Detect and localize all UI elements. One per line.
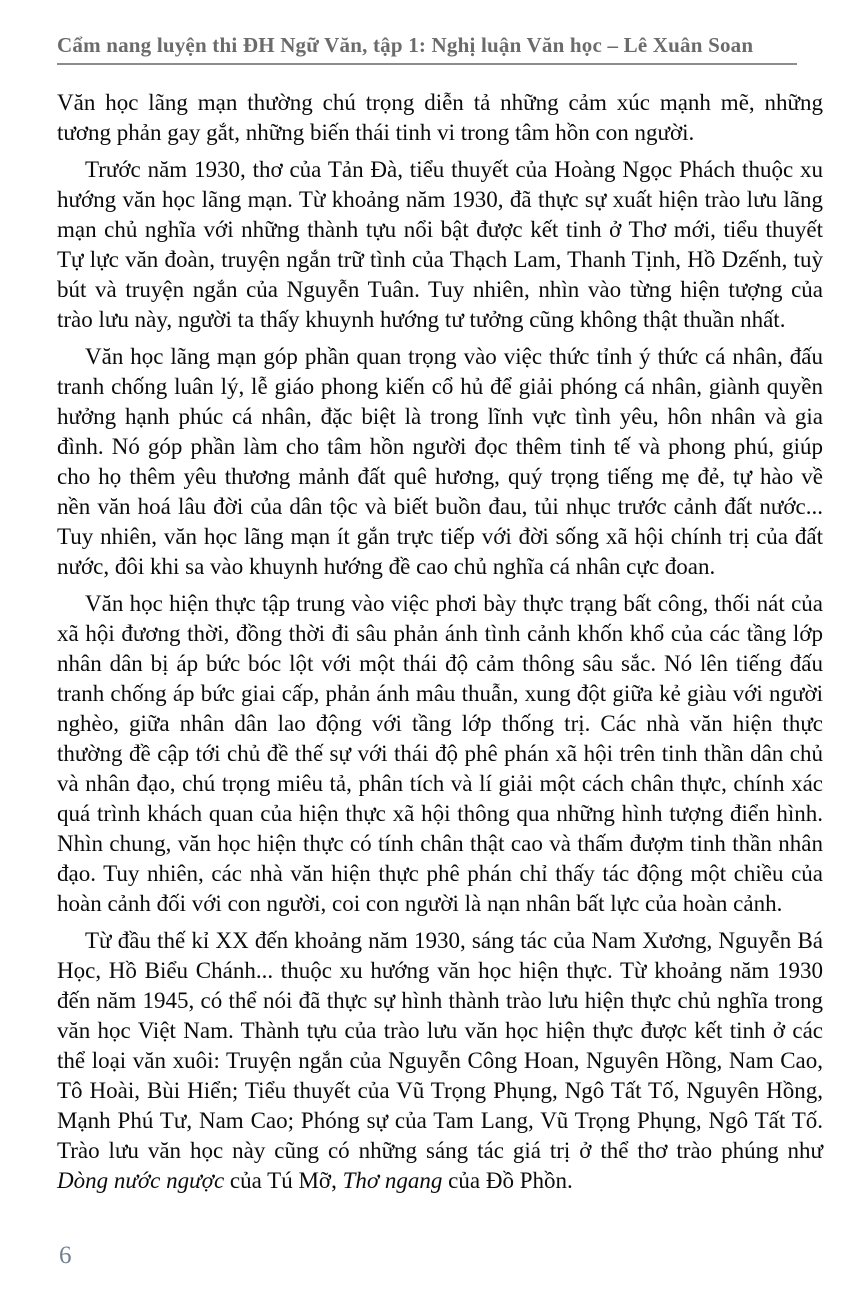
running-header-title: Cẩm nang luyện thi ĐH Ngữ Văn, tập 1: Nghị luận Văn học – Lê Xuân Soan (57, 33, 754, 57)
document-body (57, 88, 823, 1203)
running-header (57, 33, 797, 65)
text-run: của Tú Mỡ, (224, 1168, 343, 1193)
book-title-italic: Dòng nước ngược (57, 1168, 225, 1193)
paragraph (57, 589, 823, 919)
paragraph (57, 88, 823, 148)
page-footer (59, 1242, 72, 1270)
book-title-italic: Thơ ngang (342, 1168, 443, 1193)
text-run: của Đồ Phồn. (442, 1168, 573, 1193)
page-number: 6 (59, 1242, 72, 1269)
text-run: Từ đầu thế kỉ XX đến khoảng năm 1930, sáng tác của Nam Xương, Nguyễn Bá Học, Hồ Biểu Chánh... thuộc xu hướng văn học hiện thực. Từ khoảng năm 1930 đến năm 1945, có thể nói đã thực sự hình thành trào lưu hiện thực chủ nghĩa trong văn học Việt Nam. Thành tựu của trào lưu văn học hiện thực được kết tinh ở các thể loại văn xuôi: Truyện ngắn của Nguyễn Công Hoan, Nguyên Hồng, Nam Cao, Tô Hoài, Bùi Hiển; Tiểu thuyết của Vũ Trọng Phụng, Ngô Tất Tố, Nguyên Hồng, Mạnh Phú Tư, Nam Cao; Phóng sự của Tam Lang, Vũ Trọng Phụng, Ngô Tất Tố. Trào lưu văn học này cũng có những sáng tác giá trị ở thể thơ trào phúng như (57, 928, 823, 1163)
paragraph (57, 155, 823, 335)
text-run: Văn học lãng mạn góp phần quan trọng vào việc thức tỉnh ý thức cá nhân, đấu tranh chống luân lý, lễ giáo phong kiến cổ hủ để giải phóng cá nhân, giành quyền hưởng hạnh phúc cá nhân, đặc biệt là trong lĩnh vực tình yêu, hôn nhân và gia đình. Nó góp phần làm cho tâm hồn người đọc thêm tinh tế và phong phú, giúp cho họ thêm yêu thương mảnh đất quê hương, quý trọng tiếng mẹ đẻ, tự hào về nền văn hoá lâu đời của dân tộc và biết buồn đau, tủi nhục trước cảnh đất nước... Tuy nhiên, văn học lãng mạn ít gắn trực tiếp với đời sống xã hội chính trị của đất nước, đôi khi sa vào khuynh hướng đề cao chủ nghĩa cá nhân cực đoan. (57, 344, 823, 579)
paragraph (57, 342, 823, 582)
text-run: Văn học hiện thực tập trung vào việc phơi bày thực trạng bất công, thối nát của xã hội đương thời, đồng thời đi sâu phản ánh tình cảnh khốn khổ của các tầng lớp nhân dân bị áp bức bóc lột với một thái độ cảm thông sâu sắc. Nó lên tiếng đấu tranh chống áp bức giai cấp, phản ánh mâu thuẫn, xung đột giữa kẻ giàu với người nghèo, giữa nhân dân lao động với tầng lớp thống trị. Các nhà văn hiện thực thường đề cập tới chủ đề thế sự với thái độ phê phán xã hội trên tinh thần dân chủ và nhân đạo, chú trọng miêu tả, phân tích và lí giải một cách chân thực, chính xác quá trình khách quan của hiện thực xã hội thông qua những hình tượng điển hình. Nhìn chung, văn học hiện thực có tính chân thật cao và thấm đượm tinh thần nhân đạo. Tuy nhiên, các nhà văn hiện thực phê phán chỉ thấy tác động một chiều của hoàn cảnh đối với con người, coi con người là nạn nhân bất lực của hoàn cảnh. (57, 591, 823, 916)
paragraph (57, 926, 823, 1196)
text-run: Trước năm 1930, thơ của Tản Đà, tiểu thuyết của Hoàng Ngọc Phách thuộc xu hướng văn học lãng mạn. Từ khoảng năm 1930, đã thực sự xuất hiện trào lưu lãng mạn chủ nghĩa với những thành tựu nổi bật được kết tinh ở Thơ mới, tiểu thuyết Tự lực văn đoàn, truyện ngắn trữ tình của Thạch Lam, Thanh Tịnh, Hồ Dzếnh, tuỳ bút và truyện ngắn của Nguyễn Tuân. Tuy nhiên, nhìn vào từng hiện tượng của trào lưu này, người ta thấy khuynh hướng tư tưởng cũng không thật thuần nhất. (57, 157, 823, 332)
text-run: Văn học lãng mạn thường chú trọng diễn tả những cảm xúc mạnh mẽ, những tương phản gay gắt, những biến thái tinh vi trong tâm hồn con người. (57, 90, 823, 145)
